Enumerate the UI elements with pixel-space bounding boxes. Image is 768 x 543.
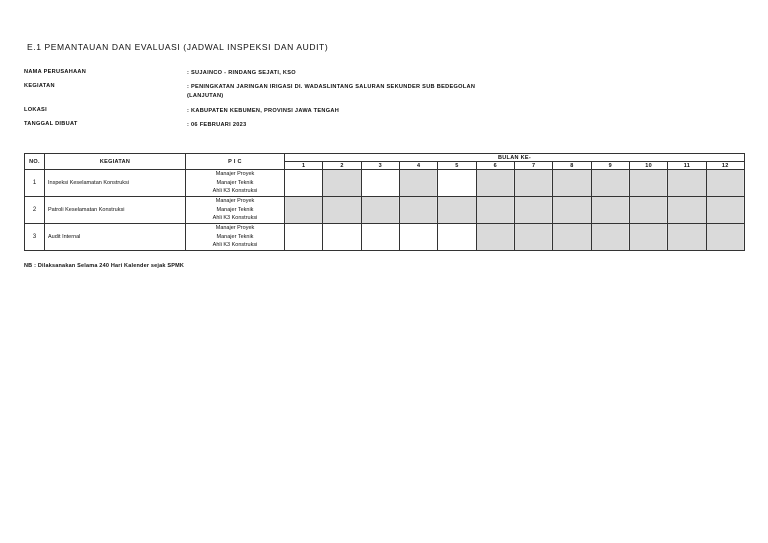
info-value: : 06 FEBRUARI 2023 xyxy=(187,122,247,128)
info-label: NAMA PERUSAHAAN xyxy=(24,69,87,75)
month-header-2: 2 xyxy=(323,162,361,170)
pic-name: Manajer Teknik xyxy=(216,206,254,213)
schedule-cell-active xyxy=(514,224,552,251)
month-header-7: 7 xyxy=(514,162,552,170)
pic-name: Manajer Proyek xyxy=(215,198,255,205)
schedule-cell-empty xyxy=(399,224,437,251)
month-header-6: 6 xyxy=(476,162,514,170)
schedule-cell-active xyxy=(285,197,323,224)
schedule-cell-active xyxy=(668,170,706,197)
month-header-10: 10 xyxy=(629,162,667,170)
month-header-11: 11 xyxy=(668,162,706,170)
schedule-cell-active xyxy=(591,224,629,251)
info-label: LOKASI xyxy=(24,107,47,113)
schedule-cell-active xyxy=(399,170,437,197)
pic-cell xyxy=(186,224,285,251)
pic-name: Manajer Teknik xyxy=(216,233,254,240)
schedule-body xyxy=(25,170,745,251)
info-label: KEGIATAN xyxy=(24,83,55,89)
schedule-cell-active xyxy=(553,197,591,224)
schedule-cell-active xyxy=(591,197,629,224)
pic-name: Manajer Proyek xyxy=(215,171,255,178)
schedule-table xyxy=(24,153,745,251)
schedule-cell-empty xyxy=(285,170,323,197)
schedule-cell-active xyxy=(399,197,437,224)
activity-name: Inspeksi Keselamatan Konstruksi xyxy=(45,170,186,197)
schedule-cell-active xyxy=(514,170,552,197)
activity-name: Audit Internal xyxy=(45,224,186,251)
schedule-cell-active xyxy=(629,197,667,224)
pic-cell xyxy=(186,170,285,197)
row-number: 3 xyxy=(25,224,45,251)
month-header-5: 5 xyxy=(438,162,476,170)
info-value: : SUJAINCO - RINDANG SEJATI, KSO xyxy=(187,70,296,76)
table-row xyxy=(25,224,745,251)
schedule-cell-active xyxy=(629,224,667,251)
schedule-cell-active xyxy=(591,170,629,197)
schedule-cell-active xyxy=(629,170,667,197)
page-title: E.1 PEMANTAUAN DAN EVALUASI (JADWAL INSPEKSI DAN AUDIT) xyxy=(27,42,329,52)
schedule-cell-active xyxy=(476,197,514,224)
header-kegiatan: KEGIATAN xyxy=(45,154,186,170)
schedule-cell-active xyxy=(668,197,706,224)
month-header-12: 12 xyxy=(706,162,744,170)
table-row xyxy=(25,197,745,224)
schedule-cell-empty xyxy=(361,170,399,197)
activity-name: Patroli Keselamatan Konstruksi xyxy=(45,197,186,224)
header-pic: P I C xyxy=(186,154,285,170)
schedule-cell-active xyxy=(476,170,514,197)
month-header-1: 1 xyxy=(285,162,323,170)
pic-name: Manajer Proyek xyxy=(215,225,255,232)
header-bulan: BULAN KE- xyxy=(285,154,745,162)
info-label: TANGGAL DIBUAT xyxy=(24,121,78,127)
schedule-cell-active xyxy=(706,224,744,251)
info-value: : KABUPATEN KEBUMEN, PROVINSI JAWA TENGAH xyxy=(187,108,340,114)
info-value: : PENINGKATAN JARINGAN IRIGASI DI. WADASLINTANG SALURAN SEKUNDER SUB BEDEGOLAN (LANJUTAN) xyxy=(187,84,476,99)
month-header-3: 3 xyxy=(361,162,399,170)
pic-cell xyxy=(186,197,285,224)
schedule-cell-active xyxy=(323,197,361,224)
schedule-cell-active xyxy=(361,197,399,224)
month-header-4: 4 xyxy=(399,162,437,170)
header-no: NO. xyxy=(25,154,45,170)
row-number: 2 xyxy=(25,197,45,224)
month-header-8: 8 xyxy=(553,162,591,170)
schedule-cell-empty xyxy=(438,170,476,197)
pic-name: Ahli K3 Konstruksi xyxy=(212,215,258,222)
schedule-cell-active xyxy=(514,197,552,224)
schedule-cell-active xyxy=(668,224,706,251)
schedule-cell-active xyxy=(553,170,591,197)
schedule-cell-empty xyxy=(323,224,361,251)
month-header-9: 9 xyxy=(591,162,629,170)
pic-name: Manajer Teknik xyxy=(216,179,254,186)
footnote: NB : Dilaksanakan Selama 240 Hari Kalender sejak SPMK xyxy=(24,263,185,269)
schedule-cell-active xyxy=(706,197,744,224)
schedule-cell-active xyxy=(553,224,591,251)
schedule-cell-empty xyxy=(285,224,323,251)
pic-name: Ahli K3 Konstruksi xyxy=(212,188,258,195)
schedule-cell-active xyxy=(476,224,514,251)
pic-name: Ahli K3 Konstruksi xyxy=(212,242,258,249)
schedule-cell-active xyxy=(323,170,361,197)
row-number: 1 xyxy=(25,170,45,197)
schedule-cell-empty xyxy=(361,224,399,251)
table-row xyxy=(25,170,745,197)
schedule-cell-empty xyxy=(438,224,476,251)
schedule-cell-active xyxy=(438,197,476,224)
schedule-cell-active xyxy=(706,170,744,197)
